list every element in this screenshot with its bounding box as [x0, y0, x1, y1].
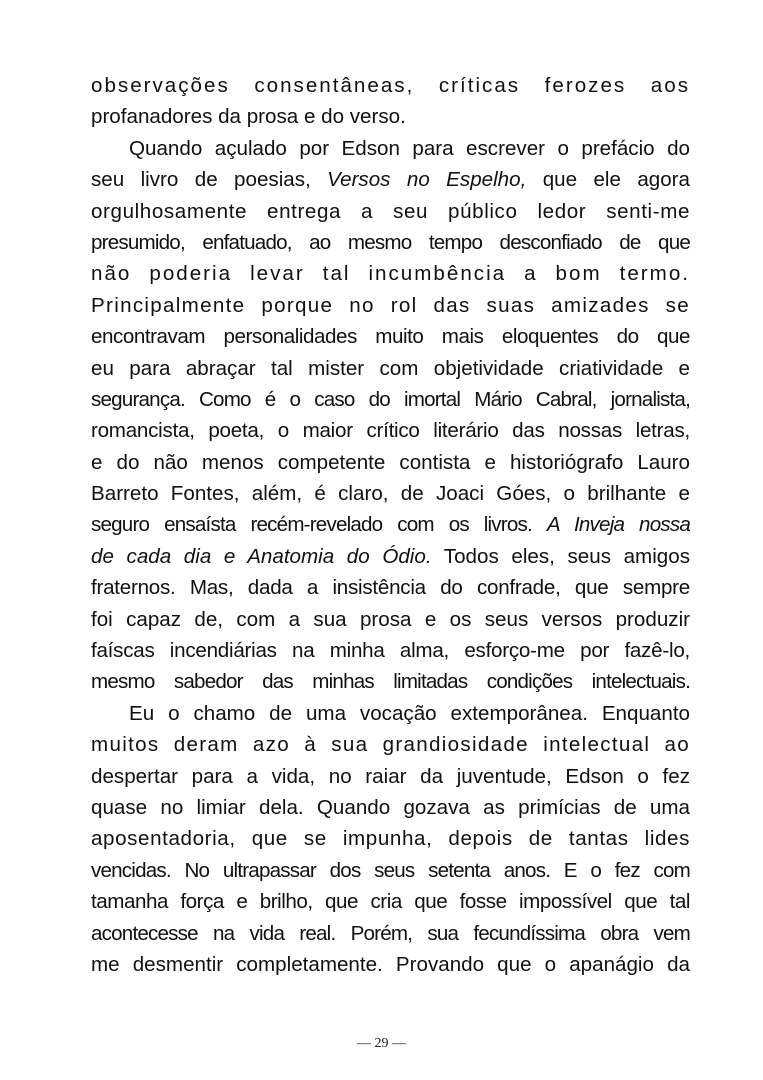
text-line: mesmo sabedor das minhas limitadas condições intelectuais. [91, 670, 690, 694]
text-line: eu para abraçar tal mister com objetividade criatividade e [91, 356, 690, 380]
text-line: despertar para a vida, no raiar da juventude, Edson o fez [91, 764, 690, 788]
text-line: observações consentâneas, críticas ferozes aos [91, 74, 690, 97]
text-line: vencidas. No ultrapassar dos seus setenta anos. E o fez com [91, 858, 690, 882]
text-line: foi capaz de, com a sua prosa e os seus versos produzir [91, 607, 690, 631]
text-line: me desmentir completamente. Provando que o apanágio da [91, 952, 690, 976]
text-line: Barreto Fontes, além, é claro, de Joaci Góes, o brilhante e [91, 482, 690, 506]
text-line: fraternos. Mas, dada a insistência do confrade, que sempre [91, 576, 690, 600]
text-line: tamanha força e brilho, que cria que fosse impossível que tal [91, 890, 690, 914]
text-line: Eu o chamo de uma vocação extemporânea. Enquanto [129, 701, 690, 725]
text-line: encontravam personalidades muito mais eloquentes do que [91, 325, 690, 349]
text-line: profanadores da prosa e do verso. [91, 105, 406, 129]
text-line: faíscas incendiárias na minha alma, esforço-me por fazê-lo, [91, 639, 690, 663]
text-line: e do não menos competente contista e historiógrafo Lauro [91, 450, 690, 474]
text-line: romancista, poeta, o maior crítico literário das nossas letras, [91, 419, 690, 443]
body-text [91, 70, 690, 980]
text-line: de cada dia e Anatomia do Ódio. Todos eles, seus amigos [91, 544, 690, 568]
page-number: — 29 — [357, 1036, 406, 1051]
text-line: aposentadoria, que se impunha, depois de tantas lides [91, 827, 690, 851]
text-line: quase no limiar dela. Quando gozava as primícias de uma [91, 795, 690, 819]
text-line: acontecesse na vida real. Porém, sua fecundíssima obra vem [91, 921, 690, 945]
text-line: Principalmente porque no rol das suas amizades se [91, 293, 690, 317]
text-line: Quando açulado por Edson para escrever o prefácio do [129, 136, 690, 160]
text-line: orgulhosamente entrega a seu público ledor senti-me [91, 199, 690, 223]
text-line: presumido, enfatuado, ao mesmo tempo desconfiado de que [91, 230, 690, 254]
text-line: segurança. Como é o caso do imortal Mário Cabral, jornalista, [91, 387, 690, 411]
text-line: muitos deram azo à sua grandiosidade intelectual ao [91, 733, 690, 757]
text-line: seu livro de poesias, Versos no Espelho, que ele agora [91, 168, 690, 192]
text-line: seguro ensaísta recém-revelado com os livros. A Inveja nossa [91, 513, 690, 537]
text-line: não poderia levar tal incumbência a bom termo. [91, 262, 690, 286]
